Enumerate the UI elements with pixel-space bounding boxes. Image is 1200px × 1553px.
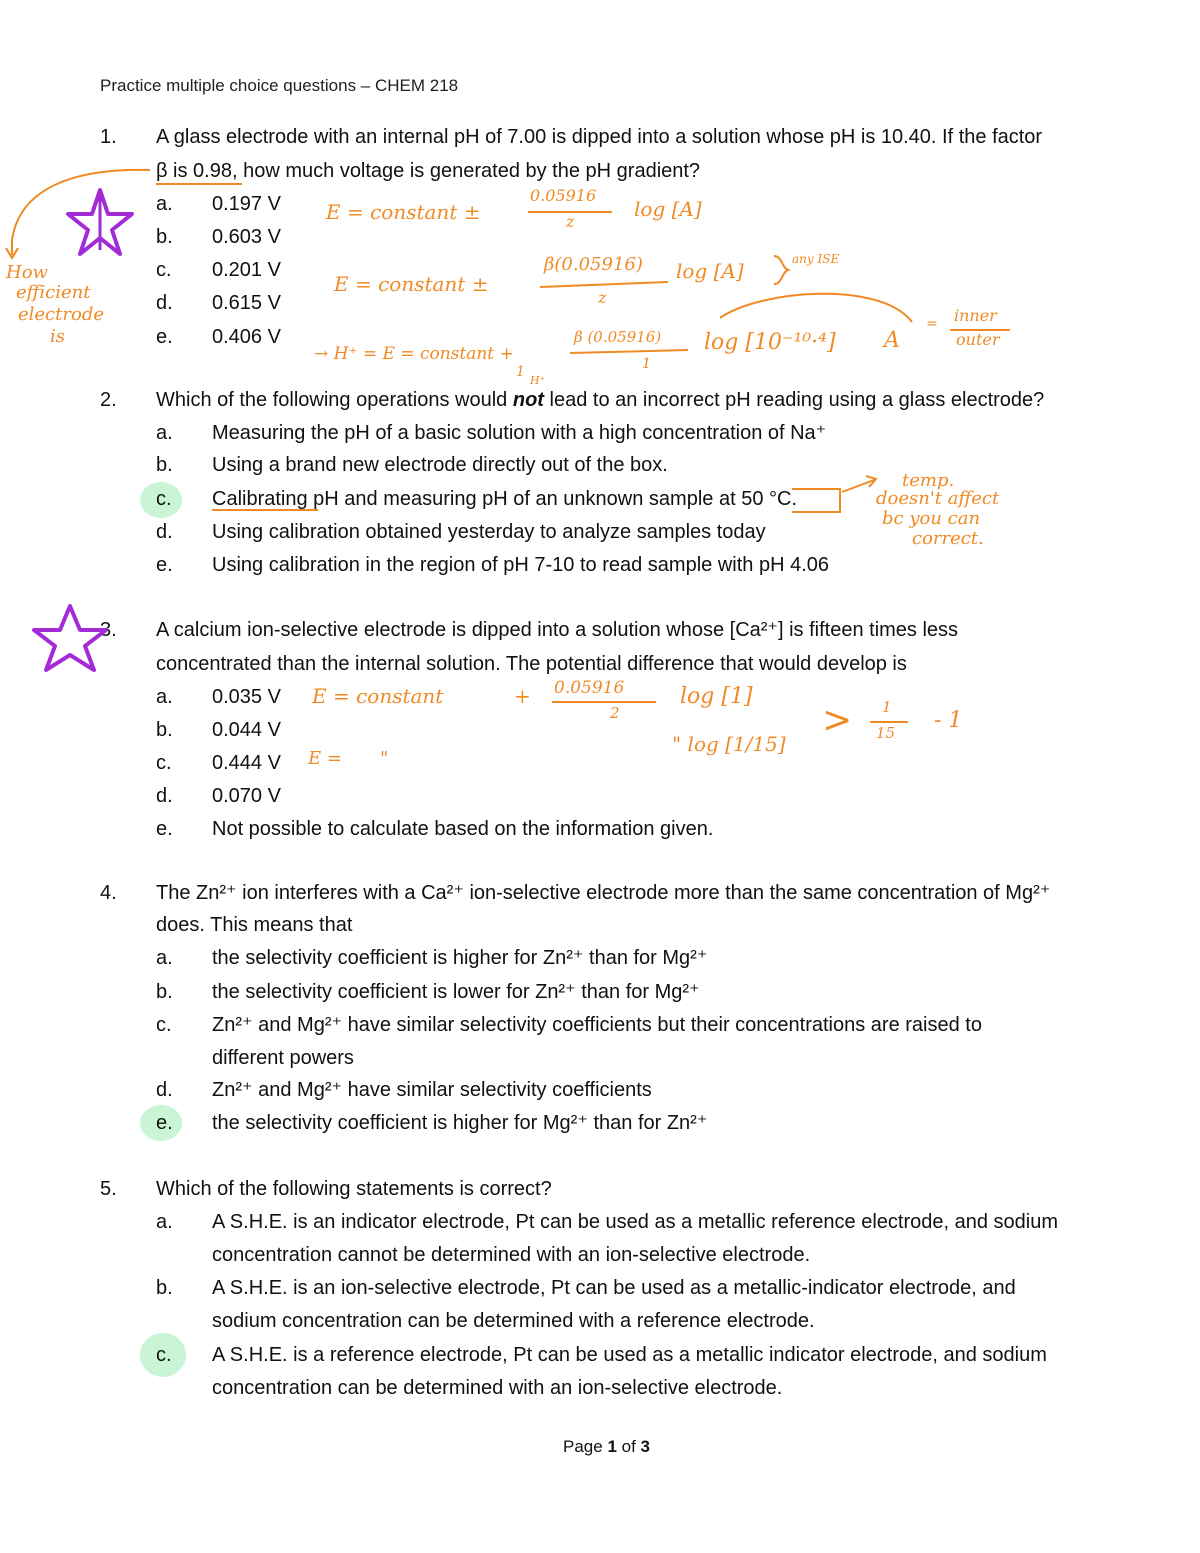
option-text: 0.070 V (212, 785, 281, 807)
option-letter: c. (156, 1344, 172, 1366)
handwritten-equation: E = constant ± (326, 200, 481, 224)
option-text: Using a brand new electrode directly out of the box. (212, 454, 668, 476)
option-letter: b. (156, 1277, 173, 1299)
option-letter: d. (156, 292, 173, 314)
handwritten-equation: + (514, 684, 531, 708)
option-text: Measuring the pH of a basic solution with a high concentration of Na⁺ (212, 422, 827, 444)
fraction-bar (570, 350, 688, 353)
option-text: Using calibration obtained yesterday to analyze samples today (212, 521, 766, 543)
question-number: 3. (100, 619, 117, 641)
page-footer: Page 1 of 3 (563, 1437, 650, 1456)
question-text: A calcium ion-selective electrode is dipped into a solution whose [Ca²⁺] is fifteen times less (156, 619, 959, 641)
handwritten-equation: " log [1/15] (672, 732, 786, 756)
option-letter: e. (156, 326, 173, 348)
margin-note: How (6, 262, 48, 283)
handwritten-equation: " (380, 748, 389, 769)
question-text: Which of the following statements is correct? (156, 1178, 552, 1200)
option-letter: b. (156, 454, 173, 476)
handwritten-equation: 2 (610, 704, 620, 722)
option-text: 0.044 V (212, 719, 281, 741)
question-text: The Zn²⁺ ion interferes with a Ca²⁺ ion-selective electrode more than the same concentration of Mg²⁺ (156, 882, 1051, 904)
handwritten-note: any ISE (792, 252, 840, 266)
option-text: 0.197 V (212, 193, 281, 215)
handwritten-equation: H⁺ (530, 374, 546, 387)
option-letter: a. (156, 193, 173, 215)
handwritten-equation: z (598, 288, 607, 307)
option-letter: c. (156, 752, 172, 774)
handwritten-equation: 1 (516, 364, 525, 380)
handwritten-equation: z (566, 212, 575, 231)
handwritten-equation: β (0.05916) (574, 328, 662, 346)
question-number: 2. (100, 389, 117, 411)
option-letter: e. (156, 818, 173, 840)
option-letter: c. (156, 259, 172, 281)
beta-text: β is 0.98, (156, 160, 238, 182)
option-text: the selectivity coefficient is lower for Zn²⁺ than for Mg²⁺ (212, 981, 700, 1003)
handwritten-equation: 1 (642, 356, 651, 372)
question-number: 4. (100, 882, 117, 904)
handwritten-equation: = (926, 316, 938, 332)
handwritten-note: bc you can (882, 508, 981, 529)
brace-shape (774, 256, 788, 284)
option-text: Not possible to calculate based on the information given. (212, 818, 714, 840)
handwritten-equation: 1 (882, 698, 892, 716)
option-text: 0.201 V (212, 259, 281, 281)
option-letter: b. (156, 719, 173, 741)
question-number: 1. (100, 126, 117, 148)
option-letter: d. (156, 1079, 173, 1101)
option-text: the selectivity coefficient is higher for Zn²⁺ than for Mg²⁺ (212, 947, 708, 969)
handwritten-equation: A (884, 328, 900, 353)
handwritten-equation: log [10⁻¹⁰·⁴] (704, 330, 836, 355)
handwritten-equation: E = constant (312, 684, 444, 708)
question-text: concentrated than the internal solution. The potential difference that would develop is (156, 653, 907, 675)
handwritten-equation: log [A] (676, 259, 744, 283)
annotation-arc (720, 294, 912, 322)
option-text: 0.603 V (212, 226, 281, 248)
handwritten-equation: - 1 (934, 708, 963, 733)
option-text: A S.H.E. is an ion-selective electrode, Pt can be used as a metallic-indicator electrode, and (212, 1277, 1016, 1299)
handwritten-equation: 0.05916 (530, 186, 597, 205)
question-text: A glass electrode with an internal pH of 7.00 is dipped into a solution whose pH is 10.40. If the factor (156, 126, 1043, 148)
option-letter: a. (156, 422, 173, 444)
option-letter: c. (156, 488, 172, 510)
handwritten-equation: 0.05916 (554, 678, 625, 698)
option-text-continued: different powers (212, 1047, 354, 1069)
question-text: Which of the following operations would not lead to an incorrect pH reading using a glass electrode? (156, 389, 1045, 411)
question-text: β is 0.98, how much voltage is generated by the pH gradient? (156, 160, 701, 182)
margin-note: electrode (18, 304, 104, 325)
question-number: 5. (100, 1178, 117, 1200)
option-text: Calibrating pH and measuring pH of an unknown sample at 50 °C. (212, 488, 797, 510)
handwritten-equation: outer (956, 330, 1000, 349)
option-text: the selectivity coefficient is higher for Mg²⁺ than for Zn²⁺ (212, 1112, 708, 1134)
temperature-box (792, 489, 840, 512)
option-letter: d. (156, 785, 173, 807)
handwritten-equation: E = constant ± (334, 272, 489, 296)
handwritten-equation: E = (308, 748, 342, 769)
option-text: 0.406 V (212, 326, 281, 348)
option-text-continued: concentration can be determined with an ion-selective electrode. (212, 1377, 783, 1399)
handwritten-note: doesn't affect (876, 488, 1000, 509)
option-text: Using calibration in the region of pH 7-10 to read sample with pH 4.06 (212, 554, 830, 576)
page-header: Practice multiple choice questions – CHEM 218 (100, 76, 459, 95)
question-text: does. This means that (156, 914, 353, 936)
margin-note: efficient (16, 282, 91, 303)
option-letter: a. (156, 947, 173, 969)
option-letter: e. (156, 1112, 173, 1134)
option-letter: a. (156, 686, 173, 708)
emphasis-not: not (512, 389, 544, 411)
star-icon (34, 606, 106, 670)
option-letter: e. (156, 554, 173, 576)
option-letter: d. (156, 521, 173, 543)
option-text: 0.035 V (212, 686, 281, 708)
handwritten-equation: inner (954, 306, 997, 325)
handwritten-equation: → H⁺ = E = constant + (314, 344, 514, 364)
handwritten-note: temp. (902, 470, 955, 491)
option-text: 0.444 V (212, 752, 281, 774)
handwritten-symbol: > (822, 700, 853, 741)
fraction-bar (540, 282, 668, 287)
option-text-continued: sodium concentration can be determined with a reference electrode. (212, 1310, 815, 1332)
handwritten-equation: log [A] (634, 197, 702, 221)
handwritten-equation: 15 (876, 724, 896, 742)
handwritten-equation: log [1] (680, 684, 753, 709)
handwritten-equation: β(0.05916) (544, 254, 643, 275)
option-letter: a. (156, 1211, 173, 1233)
option-letter: b. (156, 981, 173, 1003)
option-text: A S.H.E. is an indicator electrode, Pt can be used as a metallic reference electrode, and sodium (212, 1211, 1059, 1233)
option-text-continued: concentration cannot be determined with an ion-selective electrode. (212, 1244, 811, 1266)
margin-note: is (50, 326, 65, 347)
option-text: A S.H.E. is a reference electrode, Pt can be used as a metallic indicator electrode, and sodium (212, 1344, 1047, 1366)
option-text: 0.615 V (212, 292, 281, 314)
option-letter: b. (156, 226, 173, 248)
option-text: Zn²⁺ and Mg²⁺ have similar selectivity coefficients but their concentrations are raised to (212, 1014, 982, 1036)
option-letter: c. (156, 1014, 172, 1036)
option-text: Zn²⁺ and Mg²⁺ have similar selectivity coefficients (212, 1079, 652, 1101)
handwritten-note: correct. (912, 528, 984, 549)
